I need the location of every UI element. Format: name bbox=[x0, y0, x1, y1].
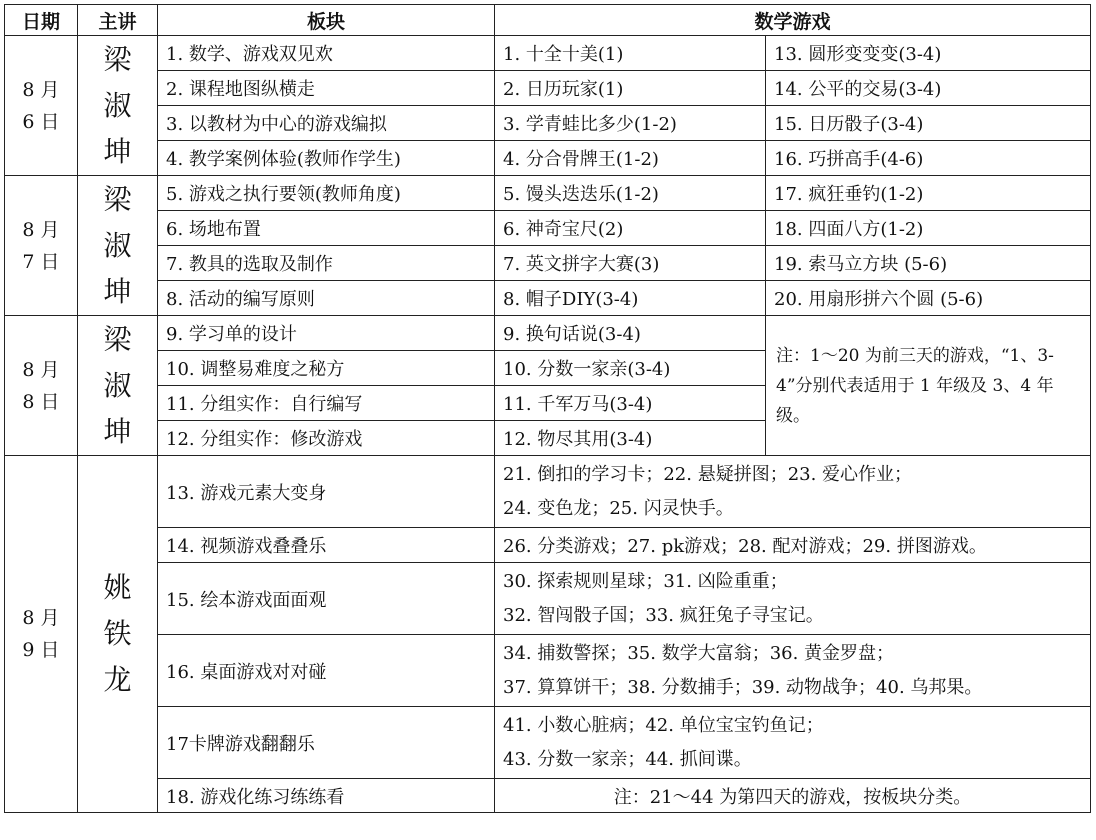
table-row bbox=[5, 176, 1091, 211]
lecturer-cell bbox=[78, 36, 158, 176]
lecturer-char: 梁 bbox=[103, 182, 132, 216]
lecturer-cell bbox=[78, 456, 158, 813]
table-row bbox=[5, 563, 1091, 635]
date-cell bbox=[5, 36, 78, 176]
game-cell: 4. 分合骨牌王(1-2) bbox=[495, 141, 766, 176]
game-cell: 8. 帽子DIY(3-4) bbox=[495, 281, 766, 316]
module-cell: 12. 分组实作：修改游戏 bbox=[158, 421, 495, 456]
header-lecturer: 主讲 bbox=[78, 5, 158, 36]
table-row bbox=[5, 281, 1091, 316]
game-cell: 11. 千军万马(3-4) bbox=[495, 386, 766, 421]
lecturer-char: 梁 bbox=[103, 42, 132, 76]
module-cell: 4. 教学案例体验(教师作学生) bbox=[158, 141, 495, 176]
game-cell bbox=[495, 563, 1091, 635]
module-cell: 2. 课程地图纵横走 bbox=[158, 71, 495, 106]
header-date: 日期 bbox=[5, 5, 78, 36]
table-row bbox=[5, 528, 1091, 563]
date-day: 8 日 bbox=[22, 390, 60, 413]
game-cell: 13. 圆形变变变(3-4) bbox=[766, 36, 1091, 71]
module-cell: 3. 以教材为中心的游戏编拟 bbox=[158, 106, 495, 141]
table-row bbox=[5, 707, 1091, 779]
date-month: 8 月 bbox=[22, 358, 60, 381]
game-cell: 26. 分类游戏；27. pk游戏；28. 配对游戏；29. 拼图游戏。 bbox=[495, 528, 1091, 563]
game-cell: 12. 物尽其用(3-4) bbox=[495, 421, 766, 456]
module-cell: 1. 数学、游戏双见欢 bbox=[158, 36, 495, 71]
day4-note-cell: 注：21～44 为第四天的游戏，按板块分类。 bbox=[495, 779, 1091, 813]
header-row bbox=[5, 5, 1091, 36]
game-cell: 6. 神奇宝尺(2) bbox=[495, 211, 766, 246]
module-cell: 6. 场地布置 bbox=[158, 211, 495, 246]
game-cell: 17. 疯狂垂钓(1-2) bbox=[766, 176, 1091, 211]
game-line: 41. 小数心脏病；42. 单位宝宝钓鱼记； bbox=[503, 714, 824, 736]
module-cell: 13. 游戏元素大变身 bbox=[158, 456, 495, 528]
game-cell: 5. 馒头迭迭乐(1-2) bbox=[495, 176, 766, 211]
lecturer-char: 坤 bbox=[103, 134, 132, 168]
table-row bbox=[5, 779, 1091, 813]
table-row bbox=[5, 635, 1091, 707]
game-cell: 14. 公平的交易(3-4) bbox=[766, 71, 1091, 106]
module-cell: 17卡牌游戏翻翻乐 bbox=[158, 707, 495, 779]
game-cell: 15. 日历骰子(3-4) bbox=[766, 106, 1091, 141]
game-cell bbox=[495, 456, 1091, 528]
table-row bbox=[5, 141, 1091, 176]
game-line: 30. 探索规则星球；31. 凶险重重； bbox=[503, 570, 788, 592]
game-cell bbox=[495, 707, 1091, 779]
game-cell: 2. 日历玩家(1) bbox=[495, 71, 766, 106]
game-cell: 3. 学青蛙比多少(1-2) bbox=[495, 106, 766, 141]
lecturer-cell bbox=[78, 316, 158, 456]
game-cell: 19. 索马立方块 (5-6) bbox=[766, 246, 1091, 281]
lecturer-char: 淑 bbox=[103, 228, 132, 262]
header-module: 板块 bbox=[158, 5, 495, 36]
table-row bbox=[5, 316, 1091, 351]
module-cell: 15. 绘本游戏面面观 bbox=[158, 563, 495, 635]
table-row bbox=[5, 246, 1091, 281]
header-games: 数学游戏 bbox=[495, 5, 1091, 36]
table-row bbox=[5, 211, 1091, 246]
date-day: 9 日 bbox=[22, 639, 60, 661]
lecturer-char: 坤 bbox=[103, 414, 132, 448]
game-cell: 7. 英文拼字大赛(3) bbox=[495, 246, 766, 281]
lecturer-char: 坤 bbox=[103, 274, 132, 308]
game-cell: 20. 用扇形拼六个圆 (5-6) bbox=[766, 281, 1091, 316]
module-cell: 9. 学习单的设计 bbox=[158, 316, 495, 351]
game-cell: 9. 换句话说(3-4) bbox=[495, 316, 766, 351]
game-cell: 10. 分数一家亲(3-4) bbox=[495, 351, 766, 386]
module-cell: 5. 游戏之执行要领(教师角度) bbox=[158, 176, 495, 211]
game-line: 24. 变色龙；25. 闪灵快手。 bbox=[503, 497, 734, 519]
date-cell bbox=[5, 176, 78, 316]
date-cell bbox=[5, 456, 78, 813]
date-month: 8 月 bbox=[22, 78, 60, 101]
module-cell: 8. 活动的编写原则 bbox=[158, 281, 495, 316]
module-cell: 10. 调整易难度之秘方 bbox=[158, 351, 495, 386]
date-day: 6 日 bbox=[22, 110, 60, 133]
module-cell: 11. 分组实作：自行编写 bbox=[158, 386, 495, 421]
table-row bbox=[5, 71, 1091, 106]
date-month: 8 月 bbox=[22, 218, 60, 241]
game-cell: 18. 四面八方(1-2) bbox=[766, 211, 1091, 246]
game-line: 43. 分数一家亲；44. 抓间谍。 bbox=[503, 748, 752, 770]
module-cell: 14. 视频游戏叠叠乐 bbox=[158, 528, 495, 563]
game-line: 37. 算算饼干；38. 分数捕手；39. 动物战争；40. 乌邦果。 bbox=[503, 676, 983, 698]
game-line: 21. 倒扣的学习卡；22. 悬疑拼图；23. 爱心作业； bbox=[503, 463, 913, 485]
table-row bbox=[5, 36, 1091, 71]
table-row bbox=[5, 456, 1091, 528]
module-cell: 16. 桌面游戏对对碰 bbox=[158, 635, 495, 707]
note-cell: 注：1～20 为前三天的游戏，“1、3-4”分别代表适用于 1 年级及 3、4 年级。 bbox=[766, 316, 1091, 456]
lecturer-char: 淑 bbox=[103, 368, 132, 402]
lecturer-cell bbox=[78, 176, 158, 316]
game-line: 32. 智闯骰子国；33. 疯狂兔子寻宝记。 bbox=[503, 604, 824, 626]
lecturer-char: 淑 bbox=[103, 88, 132, 122]
module-cell: 18. 游戏化练习练练看 bbox=[158, 779, 495, 813]
lecturer-char: 铁 bbox=[103, 617, 132, 650]
lecturer-char: 梁 bbox=[103, 322, 132, 356]
lecturer-char: 姚 bbox=[103, 571, 132, 604]
game-line: 34. 捕数警探；35. 数学大富翁；36. 黄金罗盘； bbox=[503, 642, 895, 664]
date-day: 7 日 bbox=[22, 250, 60, 273]
schedule-table bbox=[4, 4, 1091, 813]
game-cell: 1. 十全十美(1) bbox=[495, 36, 766, 71]
date-cell bbox=[5, 316, 78, 456]
game-cell: 16. 巧拼高手(4-6) bbox=[766, 141, 1091, 176]
lecturer-char: 龙 bbox=[103, 663, 132, 696]
date-month: 8 月 bbox=[22, 607, 60, 629]
game-cell bbox=[495, 635, 1091, 707]
module-cell: 7. 教具的选取及制作 bbox=[158, 246, 495, 281]
table-row bbox=[5, 106, 1091, 141]
